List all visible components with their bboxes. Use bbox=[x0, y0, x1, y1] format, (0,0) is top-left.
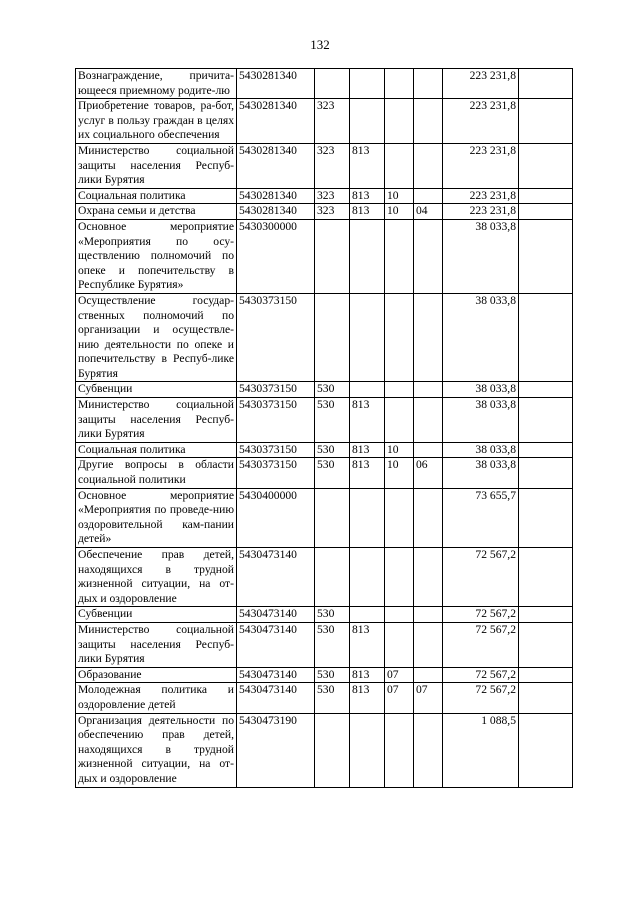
row-extra-cell bbox=[519, 219, 573, 293]
row-admin-code-cell bbox=[350, 382, 385, 398]
row-extra-cell bbox=[519, 143, 573, 188]
table-row bbox=[76, 398, 573, 443]
row-admin-code-cell bbox=[350, 293, 385, 382]
row-amount-cell: 72 567,2 bbox=[443, 683, 519, 713]
row-name-cell: Основное мероприятие «Мероприятия по осу-ществлению полномочий по опеке и попечительству в Республике Бурятия» bbox=[76, 219, 237, 293]
row-subsection-cell bbox=[414, 293, 443, 382]
row-amount-cell: 72 567,2 bbox=[443, 607, 519, 623]
row-code-cell: 5430281340 bbox=[237, 69, 315, 99]
row-expense-type-cell: 530 bbox=[315, 622, 350, 667]
row-name-cell: Приобретение товаров, ра-бот, услуг в пользу граждан в целях их социального обеспечения bbox=[76, 99, 237, 144]
row-admin-code-cell: 813 bbox=[350, 622, 385, 667]
row-extra-cell bbox=[519, 204, 573, 220]
row-name-cell: Министерство социальной защиты населения Респуб-лики Бурятия bbox=[76, 398, 237, 443]
row-expense-type-cell: 530 bbox=[315, 607, 350, 623]
table-row bbox=[76, 293, 573, 382]
row-expense-type-cell: 323 bbox=[315, 204, 350, 220]
row-name-cell: Охрана семьи и детства bbox=[76, 204, 237, 220]
row-section-cell bbox=[385, 293, 414, 382]
row-section-cell bbox=[385, 713, 414, 787]
table-row bbox=[76, 99, 573, 144]
row-section-cell bbox=[385, 622, 414, 667]
row-amount-cell: 38 033,8 bbox=[443, 293, 519, 382]
row-extra-cell bbox=[519, 622, 573, 667]
row-extra-cell bbox=[519, 99, 573, 144]
row-extra-cell bbox=[519, 69, 573, 99]
row-expense-type-cell bbox=[315, 548, 350, 607]
row-admin-code-cell bbox=[350, 488, 385, 547]
table-row bbox=[76, 713, 573, 787]
row-admin-code-cell bbox=[350, 548, 385, 607]
row-extra-cell bbox=[519, 293, 573, 382]
row-amount-cell: 38 033,8 bbox=[443, 382, 519, 398]
row-expense-type-cell: 530 bbox=[315, 683, 350, 713]
row-code-cell: 5430473140 bbox=[237, 667, 315, 683]
row-section-cell: 10 bbox=[385, 188, 414, 204]
row-section-cell bbox=[385, 607, 414, 623]
row-subsection-cell bbox=[414, 548, 443, 607]
row-subsection-cell bbox=[414, 99, 443, 144]
row-subsection-cell bbox=[414, 69, 443, 99]
row-subsection-cell bbox=[414, 442, 443, 458]
table-row bbox=[76, 458, 573, 488]
row-name-cell: Обеспечение прав детей, находящихся в трудной жизненной ситуации, на от-дых и оздоровление bbox=[76, 548, 237, 607]
row-subsection-cell bbox=[414, 488, 443, 547]
row-extra-cell bbox=[519, 488, 573, 547]
row-amount-cell: 72 567,2 bbox=[443, 548, 519, 607]
row-subsection-cell bbox=[414, 622, 443, 667]
row-expense-type-cell: 530 bbox=[315, 398, 350, 443]
row-admin-code-cell: 813 bbox=[350, 204, 385, 220]
row-admin-code-cell bbox=[350, 99, 385, 144]
row-expense-type-cell bbox=[315, 219, 350, 293]
row-expense-type-cell bbox=[315, 488, 350, 547]
row-amount-cell: 38 033,8 bbox=[443, 442, 519, 458]
row-code-cell: 5430373150 bbox=[237, 442, 315, 458]
row-code-cell: 5430281340 bbox=[237, 143, 315, 188]
row-extra-cell bbox=[519, 382, 573, 398]
row-code-cell: 5430373150 bbox=[237, 458, 315, 488]
table-row bbox=[76, 69, 573, 99]
row-name-cell: Молодежная политика и оздоровление детей bbox=[76, 683, 237, 713]
row-expense-type-cell: 323 bbox=[315, 143, 350, 188]
row-extra-cell bbox=[519, 548, 573, 607]
row-admin-code-cell bbox=[350, 219, 385, 293]
table-row bbox=[76, 219, 573, 293]
row-subsection-cell bbox=[414, 713, 443, 787]
row-subsection-cell: 04 bbox=[414, 204, 443, 220]
table-row bbox=[76, 667, 573, 683]
row-subsection-cell bbox=[414, 667, 443, 683]
row-amount-cell: 1 088,5 bbox=[443, 713, 519, 787]
row-section-cell: 10 bbox=[385, 442, 414, 458]
row-section-cell bbox=[385, 398, 414, 443]
row-name-cell: Субвенции bbox=[76, 607, 237, 623]
row-code-cell: 5430281340 bbox=[237, 99, 315, 144]
row-admin-code-cell bbox=[350, 69, 385, 99]
row-expense-type-cell: 530 bbox=[315, 442, 350, 458]
row-extra-cell bbox=[519, 188, 573, 204]
row-extra-cell bbox=[519, 398, 573, 443]
row-name-cell: Другие вопросы в области социальной политики bbox=[76, 458, 237, 488]
row-expense-type-cell bbox=[315, 713, 350, 787]
row-amount-cell: 38 033,8 bbox=[443, 458, 519, 488]
row-amount-cell: 38 033,8 bbox=[443, 398, 519, 443]
row-subsection-cell bbox=[414, 398, 443, 443]
row-admin-code-cell bbox=[350, 607, 385, 623]
row-expense-type-cell: 323 bbox=[315, 99, 350, 144]
table-row bbox=[76, 607, 573, 623]
row-expense-type-cell: 530 bbox=[315, 667, 350, 683]
row-subsection-cell bbox=[414, 607, 443, 623]
row-name-cell: Социальная политика bbox=[76, 442, 237, 458]
row-admin-code-cell: 813 bbox=[350, 458, 385, 488]
row-extra-cell bbox=[519, 667, 573, 683]
row-subsection-cell: 06 bbox=[414, 458, 443, 488]
row-section-cell bbox=[385, 382, 414, 398]
row-code-cell: 5430281340 bbox=[237, 188, 315, 204]
row-name-cell: Организация деятельности по обеспечению прав детей, находящихся в трудной жизненной ситуации, на от-дых и оздоровление bbox=[76, 713, 237, 787]
row-amount-cell: 223 231,8 bbox=[443, 69, 519, 99]
row-amount-cell: 223 231,8 bbox=[443, 188, 519, 204]
row-code-cell: 5430473140 bbox=[237, 607, 315, 623]
row-subsection-cell bbox=[414, 382, 443, 398]
table-row bbox=[76, 683, 573, 713]
table-row bbox=[76, 204, 573, 220]
row-code-cell: 5430473140 bbox=[237, 683, 315, 713]
row-section-cell bbox=[385, 99, 414, 144]
row-extra-cell bbox=[519, 458, 573, 488]
row-section-cell bbox=[385, 69, 414, 99]
table-row bbox=[76, 488, 573, 547]
row-extra-cell bbox=[519, 442, 573, 458]
row-amount-cell: 73 655,7 bbox=[443, 488, 519, 547]
row-name-cell: Осуществление государ-ственных полномочий по организации и осуществле-нию деятельности по опеке и попечительству в Респуб-лике Бурятия bbox=[76, 293, 237, 382]
row-name-cell: Министерство социальной защиты населения Респуб-лики Бурятия bbox=[76, 143, 237, 188]
row-name-cell: Социальная политика bbox=[76, 188, 237, 204]
row-section-cell bbox=[385, 219, 414, 293]
row-expense-type-cell bbox=[315, 69, 350, 99]
row-admin-code-cell: 813 bbox=[350, 188, 385, 204]
row-code-cell: 5430373150 bbox=[237, 398, 315, 443]
row-section-cell: 10 bbox=[385, 458, 414, 488]
row-extra-cell bbox=[519, 607, 573, 623]
row-extra-cell bbox=[519, 713, 573, 787]
row-admin-code-cell bbox=[350, 713, 385, 787]
table-row bbox=[76, 143, 573, 188]
page-number: 132 bbox=[310, 37, 330, 52]
row-code-cell: 5430473190 bbox=[237, 713, 315, 787]
row-admin-code-cell: 813 bbox=[350, 143, 385, 188]
row-amount-cell: 223 231,8 bbox=[443, 204, 519, 220]
row-subsection-cell bbox=[414, 188, 443, 204]
row-name-cell: Субвенции bbox=[76, 382, 237, 398]
row-admin-code-cell: 813 bbox=[350, 442, 385, 458]
row-expense-type-cell: 530 bbox=[315, 382, 350, 398]
row-amount-cell: 72 567,2 bbox=[443, 667, 519, 683]
row-code-cell: 5430400000 bbox=[237, 488, 315, 547]
table-row bbox=[76, 188, 573, 204]
row-expense-type-cell: 530 bbox=[315, 458, 350, 488]
row-code-cell: 5430373150 bbox=[237, 382, 315, 398]
row-name-cell: Вознаграждение, причита-ющееся приемному родите-лю bbox=[76, 69, 237, 99]
row-admin-code-cell: 813 bbox=[350, 398, 385, 443]
row-amount-cell: 223 231,8 bbox=[443, 99, 519, 144]
table-row bbox=[76, 382, 573, 398]
row-admin-code-cell: 813 bbox=[350, 683, 385, 713]
row-expense-type-cell: 323 bbox=[315, 188, 350, 204]
table-row bbox=[76, 548, 573, 607]
budget-table bbox=[75, 68, 573, 788]
row-section-cell bbox=[385, 488, 414, 547]
row-section-cell: 10 bbox=[385, 204, 414, 220]
row-name-cell: Образование bbox=[76, 667, 237, 683]
table-row bbox=[76, 442, 573, 458]
row-subsection-cell bbox=[414, 143, 443, 188]
row-name-cell: Министерство социальной защиты населения Респуб-лики Бурятия bbox=[76, 622, 237, 667]
row-amount-cell: 38 033,8 bbox=[443, 219, 519, 293]
row-extra-cell bbox=[519, 683, 573, 713]
row-code-cell: 5430473140 bbox=[237, 622, 315, 667]
row-section-cell: 07 bbox=[385, 667, 414, 683]
row-section-cell bbox=[385, 143, 414, 188]
row-subsection-cell: 07 bbox=[414, 683, 443, 713]
row-code-cell: 5430473140 bbox=[237, 548, 315, 607]
row-section-cell: 07 bbox=[385, 683, 414, 713]
row-code-cell: 5430373150 bbox=[237, 293, 315, 382]
table-row bbox=[76, 622, 573, 667]
row-name-cell: Основное мероприятие «Мероприятия по проведе-нию оздоровительной кам-пании детей» bbox=[76, 488, 237, 547]
row-expense-type-cell bbox=[315, 293, 350, 382]
row-amount-cell: 223 231,8 bbox=[443, 143, 519, 188]
row-code-cell: 5430300000 bbox=[237, 219, 315, 293]
row-section-cell bbox=[385, 548, 414, 607]
row-admin-code-cell: 813 bbox=[350, 667, 385, 683]
budget-table-body bbox=[76, 69, 573, 788]
row-amount-cell: 72 567,2 bbox=[443, 622, 519, 667]
row-code-cell: 5430281340 bbox=[237, 204, 315, 220]
row-subsection-cell bbox=[414, 219, 443, 293]
